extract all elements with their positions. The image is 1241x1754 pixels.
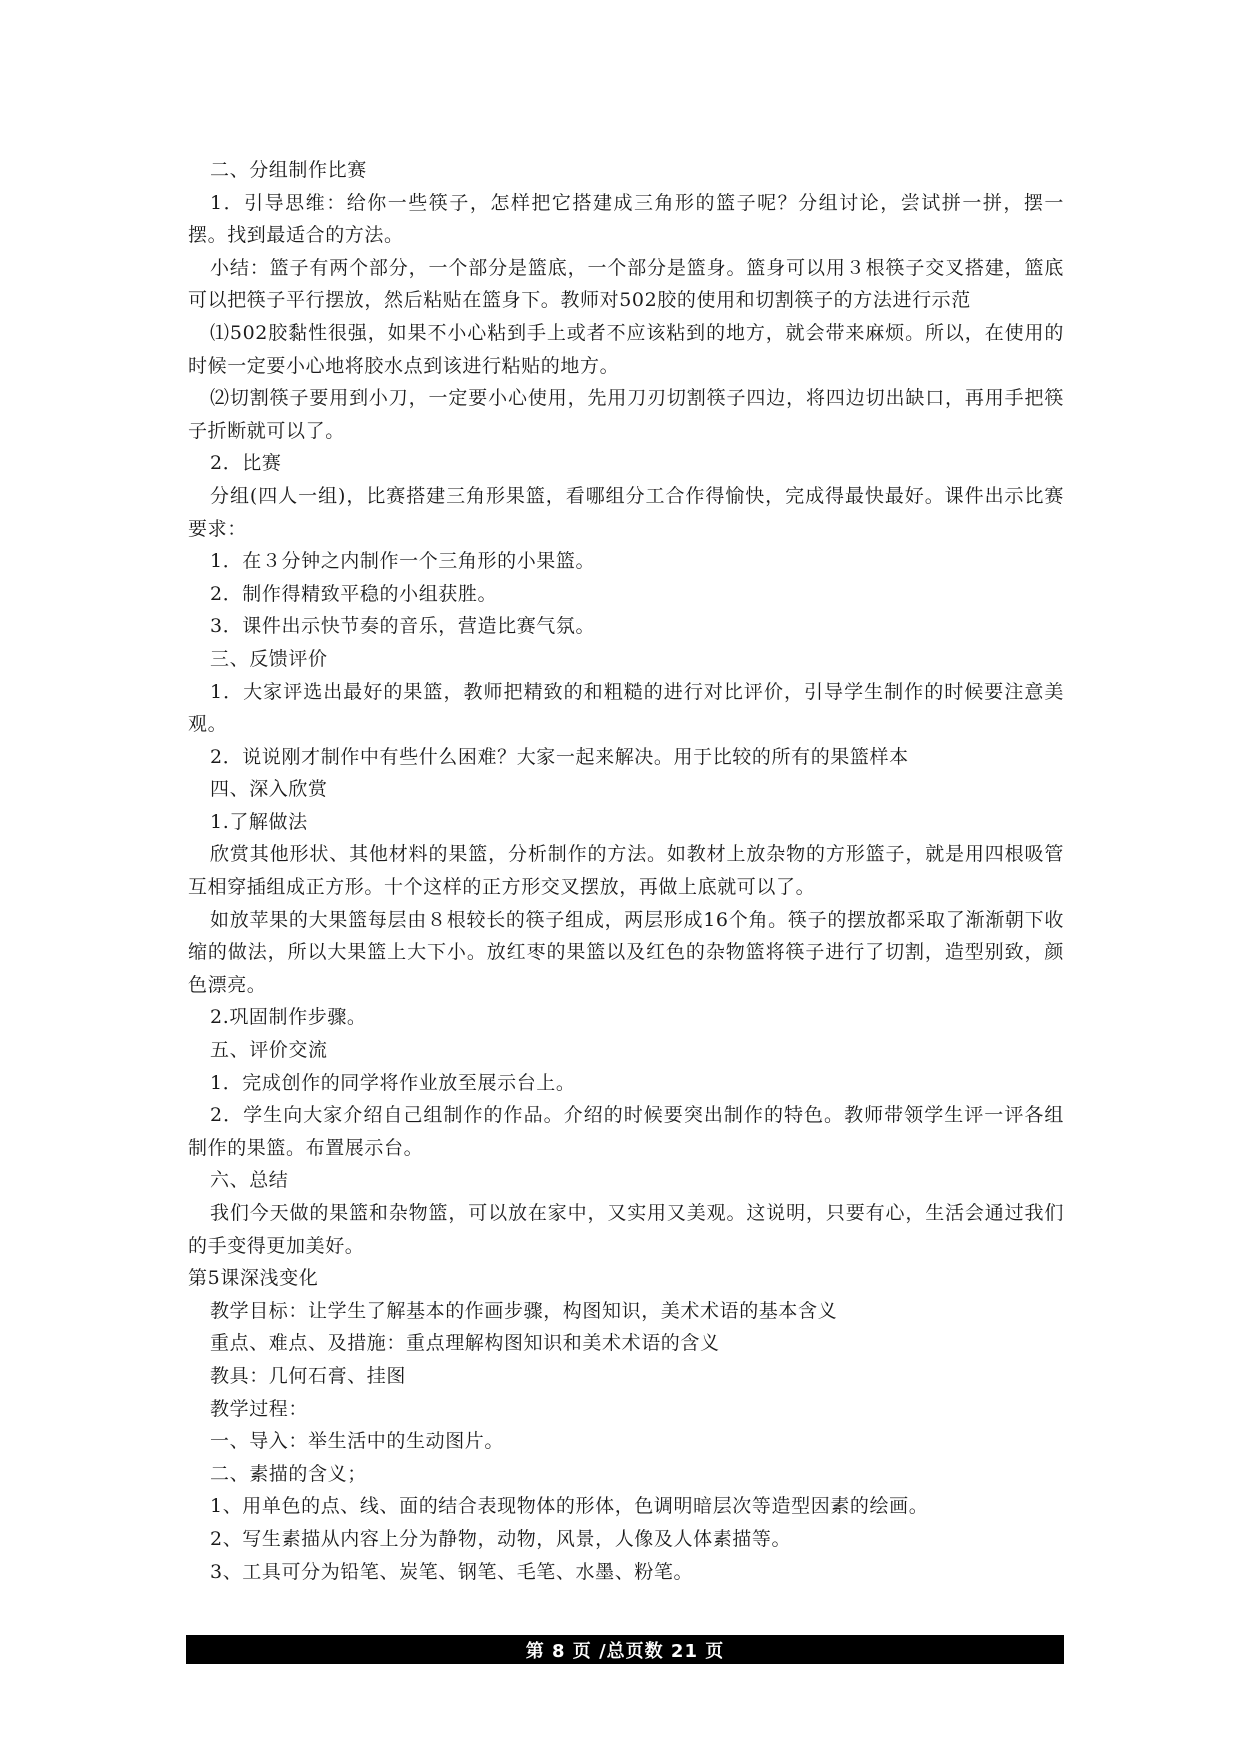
paragraph: 三、反馈评价 (210, 647, 328, 670)
lesson-title: 第5课深浅变化 (188, 1267, 319, 1290)
paragraph: 六、总结 (210, 1169, 289, 1192)
paragraph: 二、素描的含义； (210, 1462, 367, 1485)
paragraph: 四、深入欣赏 (210, 778, 328, 801)
paragraph: 2．比赛 (210, 452, 282, 475)
paragraph: 3、工具可分为铅笔、炭笔、钢笔、毛笔、水墨、粉笔。 (210, 1560, 694, 1583)
paragraph: 2、写生素描从内容上分为静物，动物，风景，人像及人体素描等。 (210, 1527, 792, 1550)
paragraph: 教学目标：让学生了解基本的作画步骤，构图知识，美术术语的基本含义 (210, 1299, 838, 1322)
page-number-label: 第 8 页 /总页数 21 页 (525, 1640, 725, 1662)
paragraph: 教具：几何石膏、挂图 (210, 1364, 407, 1387)
page-footer (186, 1635, 1064, 1664)
paragraph: 二、分组制作比赛 (210, 159, 367, 181)
paragraph: 我们今天做的果篮和杂物篮，可以放在家中，又实用又美观。这说明，只要有心，生活会通过我们的手变得更加美好。 (188, 1202, 1064, 1257)
paragraph: ⑴502胶黏性很强，如果不小心粘到手上或者不应该粘到的地方，就会带来麻烦。所以，在使用的时候一定要小心地将胶水点到该进行粘贴的地方。 (188, 321, 1064, 377)
paragraph: 1．大家评选出最好的果篮，教师把精致的和粗糙的进行对比评价，引导学生制作的时候要注意美观。 (188, 680, 1064, 736)
paragraph: 1．引导思维：给你一些筷子，怎样把它搭建成三角形的篮子呢？分组讨论，尝试拼一拼，摆一摆。找到最适合的方法。 (188, 191, 1064, 247)
paragraph: 3．课件出示快节奏的音乐，营造比赛气氛。 (210, 615, 596, 638)
paragraph: 一、导入：举生活中的生动图片。 (210, 1430, 505, 1453)
paragraph: 1.了解做法 (210, 810, 308, 833)
document-body (188, 154, 1064, 1588)
paragraph: 1．在３分钟之内制作一个三角形的小果篮。 (210, 550, 596, 573)
paragraph: 1、用单色的点、线、面的结合表现物体的形体，色调明暗层次等造型因素的绘画。 (210, 1495, 929, 1518)
paragraph: 五、评价交流 (210, 1039, 328, 1062)
paragraph: 小结：篮子有两个部分，一个部分是篮底，一个部分是篮身。篮身可以用３根筷子交叉搭建，篮底可以把筷子平行摆放，然后粘贴在篮身下。教师对502胶的使用和切割筷子的方法进行示范 (188, 256, 1064, 312)
paragraph: 2.巩固制作步骤。 (210, 1006, 367, 1029)
paragraph: 欣赏其他形状、其他材料的果篮，分析制作的方法。如教材上放杂物的方形篮子，就是用四根吸管互相穿插组成正方形。十个这样的正方形交叉摆放，再做上底就可以了。 (188, 843, 1064, 899)
paragraph: 分组(四人一组)，比赛搭建三角形果篮，看哪组分工合作得愉快，完成得最快最好。课件出示比赛要求： (188, 484, 1064, 540)
paragraph: 1．完成创作的同学将作业放至展示台上。 (210, 1071, 576, 1094)
paragraph: 如放苹果的大果篮每层由８根较长的筷子组成，两层形成16个角。筷子的摆放都采取了渐渐朝下收缩的做法，所以大果篮上大下小。放红枣的果篮以及红色的杂物篮将筷子进行了切割，造型别致，颜色漂亮。 (188, 908, 1064, 996)
paragraph: 2．制作得精致平稳的小组获胜。 (210, 582, 498, 605)
paragraph: 重点、难点、及措施：重点理解构图知识和美术术语的含义 (210, 1332, 720, 1355)
paragraph: 教学过程： (210, 1397, 309, 1420)
paragraph: 2．说说刚才制作中有些什么困难？大家一起来解决。用于比较的所有的果篮样本 (210, 745, 909, 768)
paragraph: 2．学生向大家介绍自己组制作的作品。介绍的时候要突出制作的特色。教师带领学生评一评各组制作的果篮。布置展示台。 (188, 1104, 1064, 1159)
paragraph: ⑵切割筷子要用到小刀，一定要小心使用，先用刀刃切割筷子四边，将四边切出缺口，再用手把筷子折断就可以了。 (188, 387, 1064, 442)
